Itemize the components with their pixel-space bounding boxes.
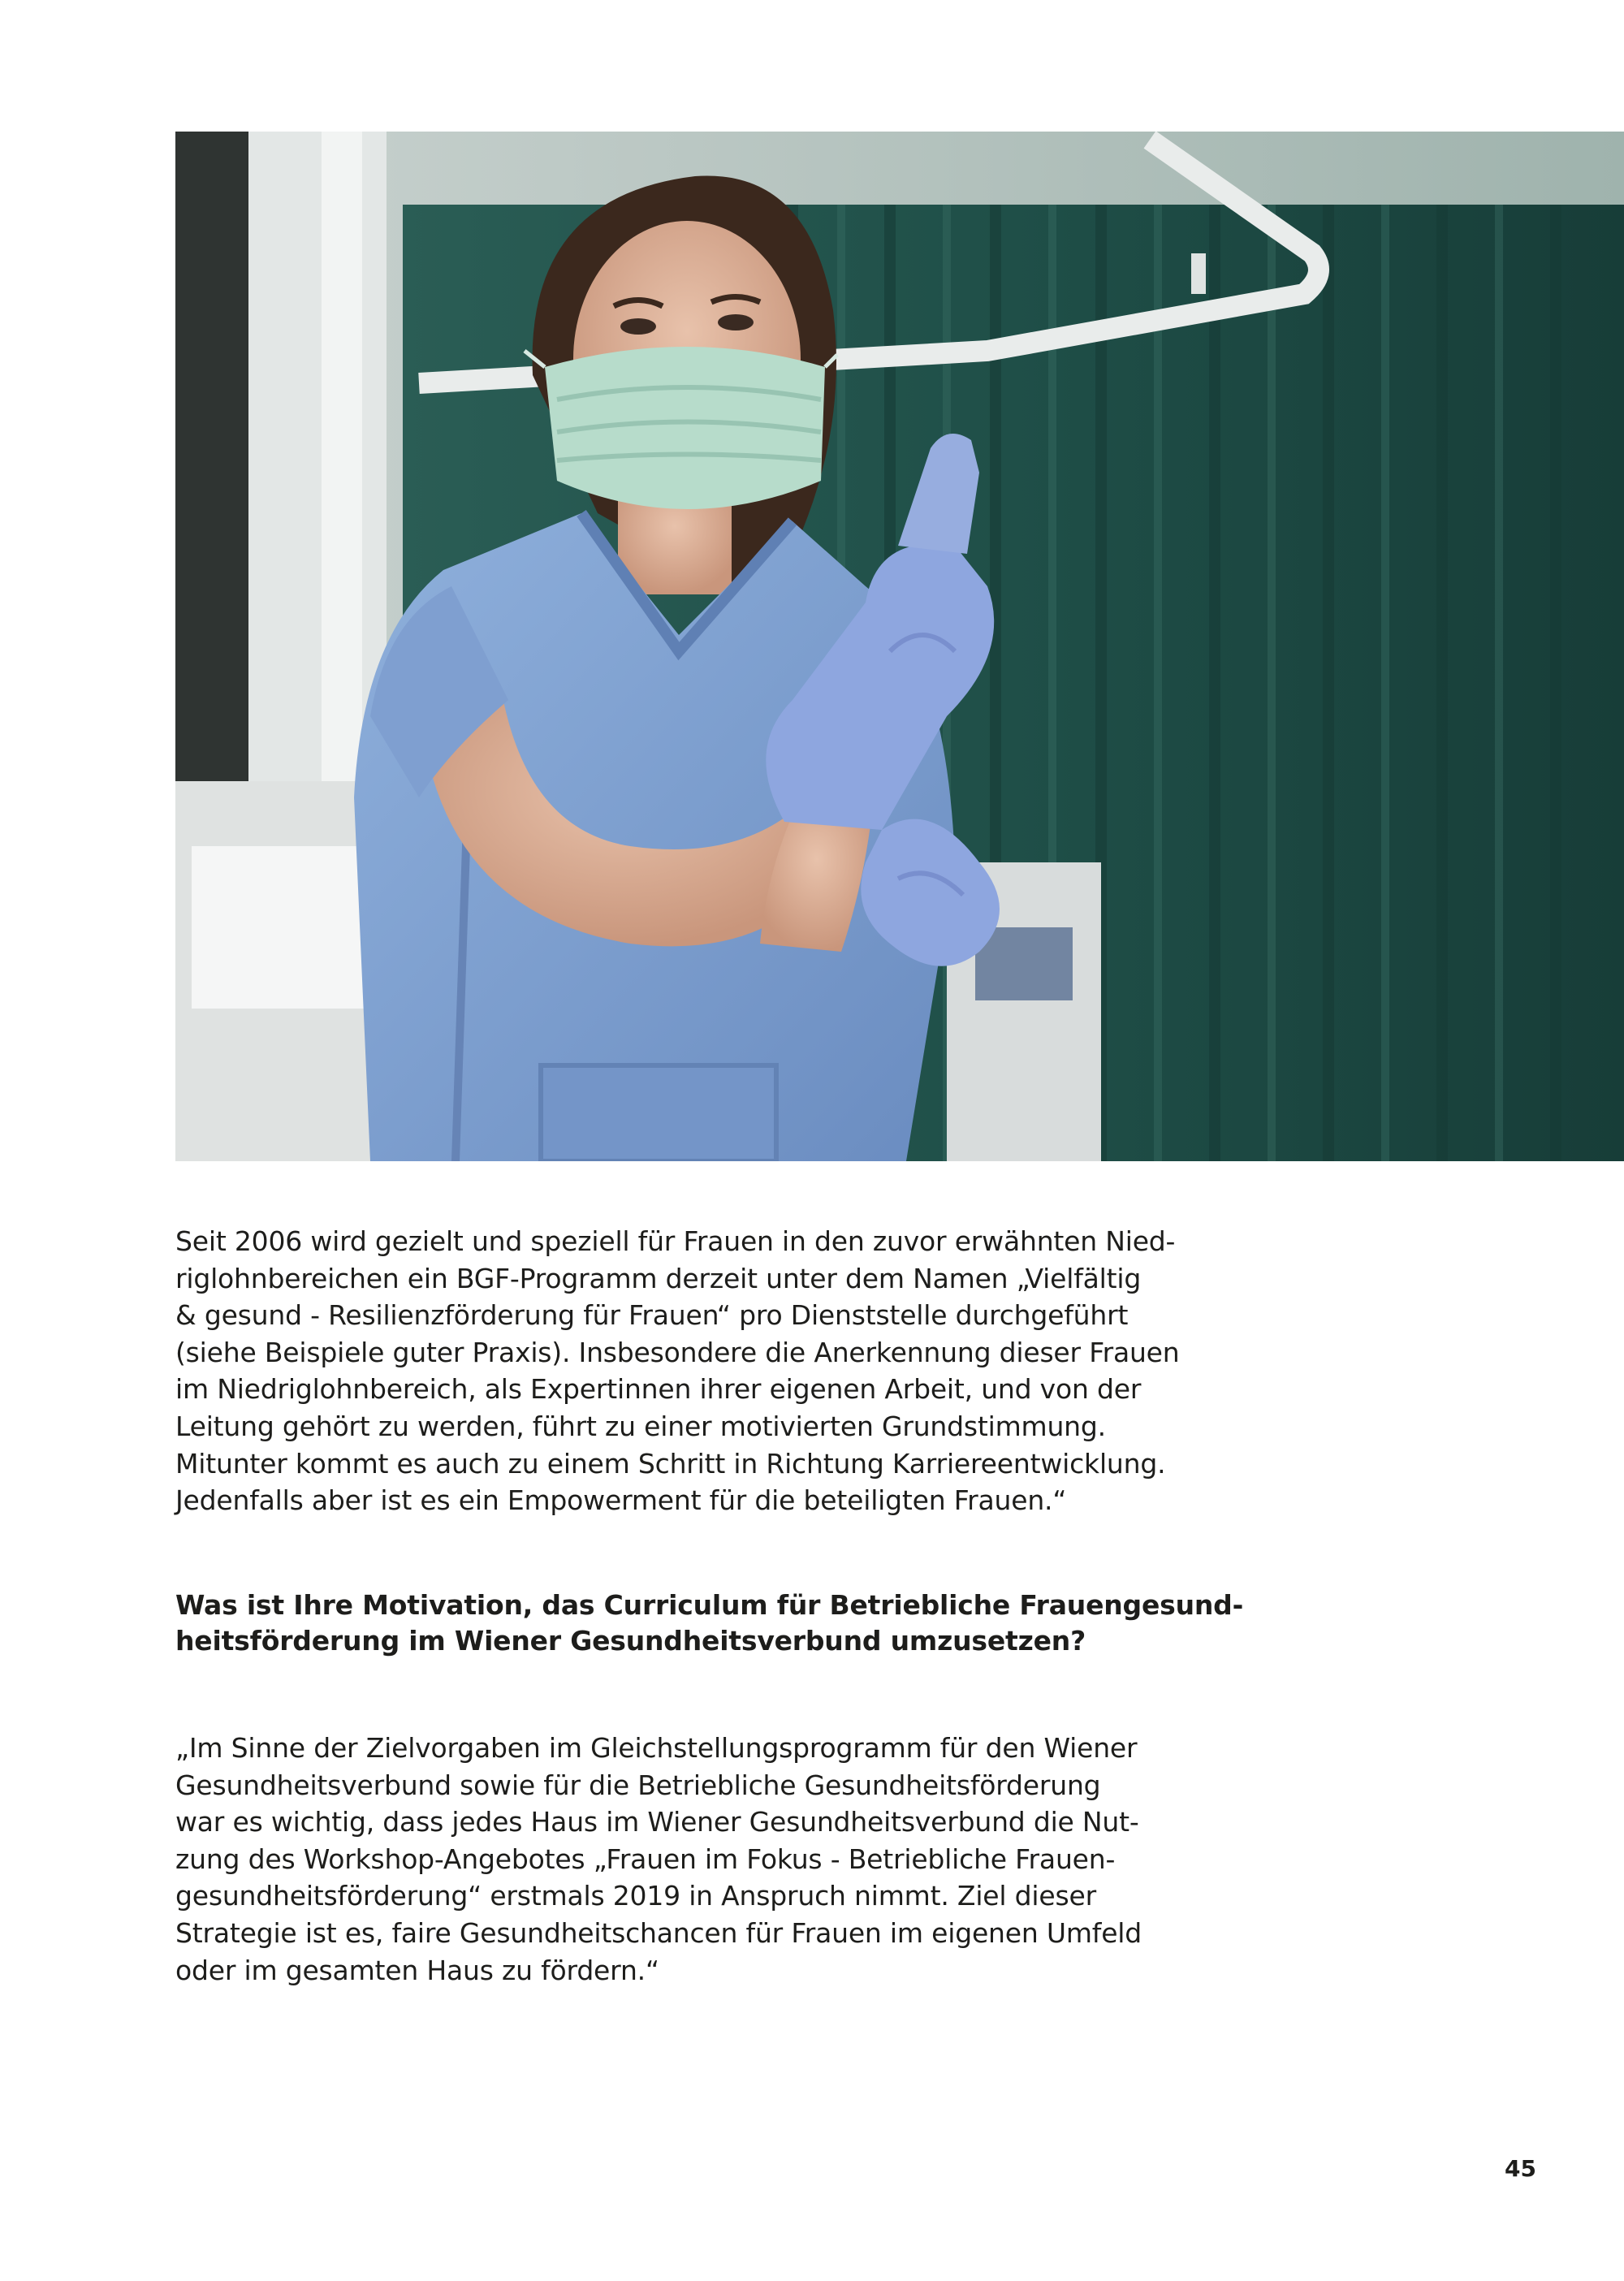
question-line: Was ist Ihre Motivation, das Curriculum für Betriebliche Frauengesund- <box>175 1589 1244 1621</box>
nurse-photo-icon <box>175 132 1624 1161</box>
text-line: gesundheitsförderung“ erstmals 2019 in Anspruch nimmt. Ziel dieser <box>175 1880 1096 1912</box>
text-line: Strategie ist es, faire Gesundheitschancen für Frauen im eigenen Umfeld <box>175 1916 1142 1949</box>
body-paragraph-2 <box>175 1730 1142 1989</box>
text-line: „Im Sinne der Zielvorgaben im Gleichstellungsprogramm für den Wiener <box>175 1732 1138 1764</box>
text-line: Seit 2006 wird gezielt und speziell für Frauen in den zuvor erwähnten Nied- <box>175 1225 1176 1257</box>
text-line: Leitung gehört zu werden, führt zu einer motivierten Grundstimmung. <box>175 1410 1106 1442</box>
text-line: & gesund - Resilienzförderung für Frauen“ pro Dienststelle durchgeführt <box>175 1299 1129 1332</box>
text-line: oder im gesamten Haus zu fördern.“ <box>175 1954 659 1986</box>
question-line: heitsförderung im Wiener Gesundheitsverbund umzusetzen? <box>175 1625 1086 1657</box>
nurse-photo <box>175 132 1624 1161</box>
text-line: Jedenfalls aber ist es ein Empowerment für die beteiligten Frauen.“ <box>175 1484 1067 1517</box>
text-line: (siehe Beispiele guter Praxis). Insbesondere die Anerkennung dieser Frauen <box>175 1336 1180 1368</box>
text-line: riglohnbereichen ein BGF-Programm derzeit unter dem Namen „Vielfältig <box>175 1262 1142 1294</box>
body-paragraph-1 <box>175 1223 1180 1519</box>
page-number: 45 <box>1505 2155 1536 2182</box>
text-line: zung des Workshop-Angebotes „Frauen im Fokus - Betriebliche Frauen- <box>175 1843 1116 1875</box>
text-line: war es wichtig, dass jedes Haus im Wiener Gesundheitsverbund die Nut- <box>175 1806 1139 1838</box>
text-line: Mitunter kommt es auch zu einem Schritt in Richtung Karriereentwicklung. <box>175 1447 1166 1480</box>
text-line: im Niedriglohnbereich, als Expertinnen ihrer eigenen Arbeit, und von der <box>175 1373 1142 1406</box>
interview-question <box>175 1588 1244 1659</box>
text-line: Gesundheitsverbund sowie für die Betriebliche Gesundheitsförderung <box>175 1769 1101 1801</box>
